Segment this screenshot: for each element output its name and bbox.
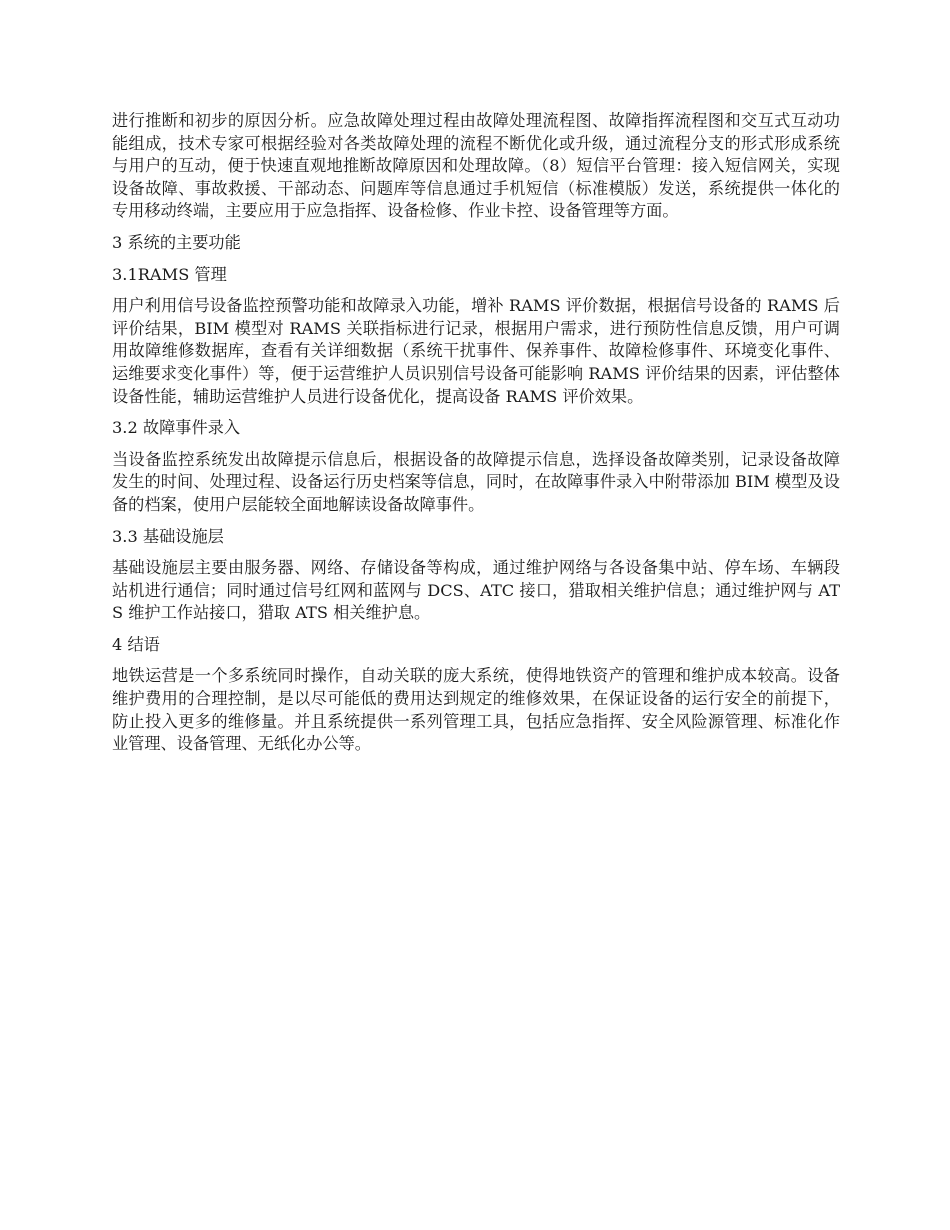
intro-paragraph: 进行推断和初步的原因分析。应急故障处理过程由故障处理流程图、故障指挥流程图和交互式互动功能组成，技术专家可根据经验对各类故障处理的流程不断优化或升级，通过流程分支的形式形成系统与用户的互动，便于快速直观地推断故障原因和处理故障。（8）短信平台管理：接入短信网关，实现设备故障、事故救援、干部动态、问题库等信息通过手机短信（标准模版）发送，系统提供一体化的专用移动终端，主要应用于应急指挥、设备检修、作业卡控、设备管理等方面。 [112,111,840,221]
section-4-heading: 4 结语 [112,634,160,654]
section-3-2-paragraph: 当设备监控系统发出故障提示信息后，根据设备的故障提示信息，选择设备故障类别，记录设备故障发生的时间、处理过程、设备运行历史档案等信息，同时，在故障事件录入中附带添加 BIM 模型及设备的档案，使用户层能较全面地解读设备故障事件。 [112,449,840,514]
section-3-1-paragraph: 用户利用信号设备监控预警功能和故障录入功能，增补 RAMS 评价数据，根据信号设备的 RAMS 后评价结果，BIM 模型对 RAMS 关联指标进行记录，根据用户需求，进行预防性信息反馈，用户可调用故障维修数据库，查看有关详细数据（系统干扰事件、保养事件、故障检修事件、环境变化事件、运维要求变化事件）等，便于运营维护人员识别信号设备可能影响 RAMS 评价结果的因素，评估整体设备性能，辅助运营维护人员进行设备优化，提高设备 RAMS 评价效果。 [112,296,840,406]
section-3-heading: 3 系统的主要功能 [112,232,241,252]
section-3-2-heading: 3.2 故障事件录入 [112,418,241,438]
section-3-1-heading: 3.1RAMS 管理 [112,264,227,284]
document-page [112,110,840,765]
section-3-3-heading: 3.3 基础设施层 [112,526,224,546]
section-4-paragraph: 地铁运营是一个多系统同时操作，自动关联的庞大系统，使得地铁资产的管理和维护成本较高。设备维护费用的合理控制，是以尽可能低的费用达到规定的维修效果，在保证设备的运行安全的前提下，防止投入更多的维修量。并且系统提供一系列管理工具，包括应急指挥、安全风险源管理、标准化作业管理、设备管理、无纸化办公等。 [112,666,840,754]
section-3-3-paragraph: 基础设施层主要由服务器、网络、存储设备等构成，通过维护网络与各设备集中站、停车场、车辆段站机进行通信；同时通过信号红网和蓝网与 DCS、ATC 接口，猎取相关维护信息；通过维护网与 ATS 维护工作站接口，猎取 ATS 相关维护息。 [112,558,840,623]
